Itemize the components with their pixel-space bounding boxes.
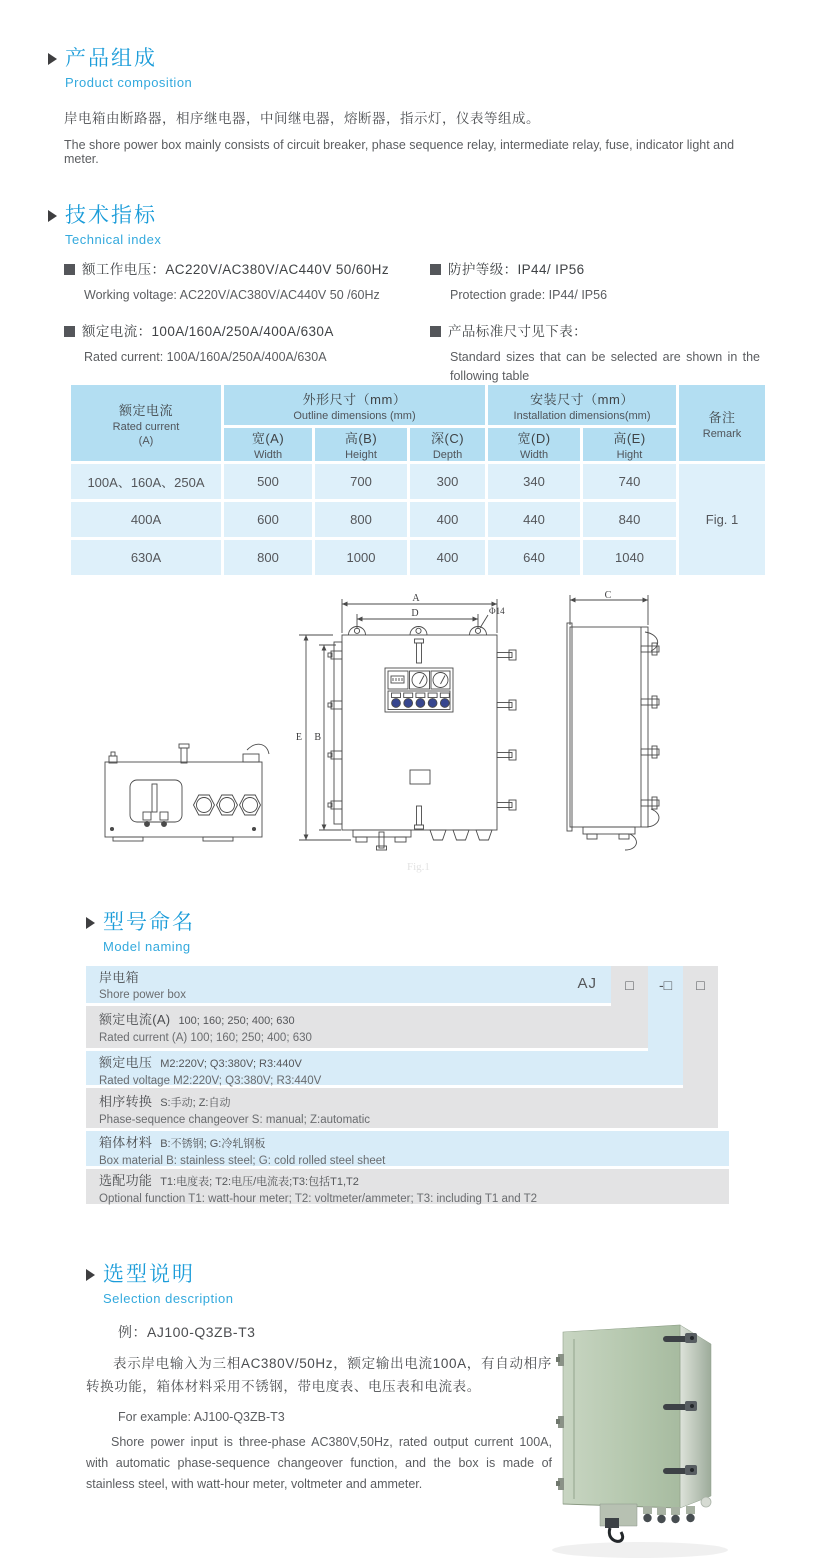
section-title-zh: 型号命名 [103, 911, 195, 934]
model-row-rated-voltage: 额定电压 M2:220V; Q3:380V; R3:440V Rated voltage M2:220V; Q3:380V; R3:440V [86, 1051, 683, 1085]
indicator-lights [392, 693, 450, 707]
model-row-rated-current: 额定电流(A) 100; 160; 250; 400; 630 Rated current (A) 100; 160; 250; 400; 630 [86, 1006, 648, 1048]
section-title-zh: 技术指标 [65, 204, 157, 227]
dim-label-d: D [411, 608, 419, 619]
table-row [71, 540, 765, 575]
dimension-labels [296, 590, 612, 873]
section-title-en: Product composition [65, 75, 193, 90]
bottom-view-drawing [105, 744, 269, 841]
cell-value: 1000 [315, 540, 407, 575]
cell-value: 1040 [583, 540, 676, 575]
front-view-drawing [299, 599, 516, 850]
section-title-en: Model naming [103, 939, 191, 954]
dim-label-a: A [412, 593, 420, 604]
box-side-face [680, 1325, 711, 1508]
cell-remark: Fig. 1 [679, 464, 765, 575]
hinge [556, 1478, 564, 1490]
cell-value: 440 [488, 502, 580, 537]
th-width-a: 宽(A) Width [224, 428, 312, 461]
section-arrow-icon [86, 1269, 95, 1281]
spec-protection-grade-en: Protection grade: IP44/ IP56 [450, 288, 608, 302]
model-prefix: AJ [577, 975, 597, 992]
cell-value: 800 [224, 540, 312, 575]
section-arrow-icon [48, 210, 57, 222]
dim-label-c: C [604, 590, 612, 601]
dim-label-e: E [295, 732, 302, 743]
hinge [556, 1354, 564, 1366]
composition-paragraph-zh: 岸电箱由断路器，相序继电器，中间继电器，熔断器，指示灯，仪表等组成。 [64, 111, 540, 126]
square-bullet-icon [64, 264, 75, 275]
square-bullet-icon [430, 264, 441, 275]
figure-caption: Fig.1 [407, 861, 430, 873]
square-bullet-icon [430, 326, 441, 337]
model-row-shore-power-box: 岸电箱 Shore power box AJ [86, 966, 611, 1003]
cell-value: 700 [315, 464, 407, 499]
selection-body [86, 1322, 552, 1495]
spec-standard-sizes-en: Standard sizes that can be selected are shown in the following table [450, 350, 760, 383]
cable-glands [643, 1506, 695, 1523]
section-selection-description [86, 1262, 556, 1495]
cell-value: 400 [410, 502, 485, 537]
spec-standard-sizes-zh: 产品标准尺寸见下表： [430, 320, 768, 340]
section-header [48, 46, 768, 90]
section-model-naming [86, 910, 776, 954]
cell-value: 800 [315, 502, 407, 537]
th-rated-current: 额定电流 Rated current (A) [71, 385, 221, 461]
cell-current: 630A [71, 540, 221, 575]
spec-working-voltage-en: Working voltage: AC220V/AC380V/AC440V 50 /60Hz [84, 288, 380, 302]
table-row [71, 464, 765, 499]
model-row-optional-function: 选配功能 T1:电度表; T2:电压/电流表;T3:包括T1,T2 Optional function T1: watt-hour meter; T2: voltmeter/ammeter; T3: including T1 and T2 [86, 1169, 729, 1204]
dim-label-b: B [314, 732, 321, 743]
cell-value: 340 [488, 464, 580, 499]
th-remark: 备注 Remark [679, 385, 765, 461]
box-front-door [563, 1325, 680, 1508]
th-outline-dimensions: 外形尺寸（mm） Outline dimensions (mm) [224, 385, 485, 425]
section-title-zh: 选型说明 [103, 1263, 195, 1286]
composition-paragraph-en: The shore power box mainly consists of circuit breaker, phase sequence relay, intermediate relay, fuse, indicator light and meter. [64, 138, 735, 166]
selection-paragraph-en: Shore power input is three-phase AC380V,50Hz, rated output current 100A, with automatic phase-sequence changeover function, and the box is made of stainless steel, with watt-hour meter, voltmeter and ammeter. [86, 1435, 552, 1491]
code-placeholder-3: □ [696, 976, 705, 993]
section-technical-index [48, 203, 768, 383]
spec-column-left [64, 258, 414, 382]
th-height-e: 高(E) Hight [583, 428, 676, 461]
spec-protection-grade-zh: 防护等级：IP44/ IP56 [430, 258, 768, 278]
code-placeholder-1: □ [625, 976, 634, 993]
spec-rated-current-zh: 额定电流：100A/160A/250A/400A/630A [64, 320, 414, 340]
cell-value: 640 [488, 540, 580, 575]
section-header [48, 203, 768, 247]
th-height-b: 高(B) Height [315, 428, 407, 461]
spec-working-voltage-zh: 额工作电压：AC220V/AC380V/AC440V 50/60Hz [64, 258, 414, 278]
th-depth-c: 深(C) Depth [410, 428, 485, 461]
model-naming-diagram [86, 966, 729, 1204]
cell-value: 400 [410, 540, 485, 575]
dimension-table [68, 382, 768, 578]
latches [497, 650, 516, 810]
cell-value: 840 [583, 502, 676, 537]
cell-value: 600 [224, 502, 312, 537]
hinge [556, 1416, 564, 1428]
cell-value: 300 [410, 464, 485, 499]
code-placeholder-2: -□ [658, 976, 673, 993]
section-title-zh: 产品组成 [65, 47, 157, 70]
section-arrow-icon [86, 917, 95, 929]
section-arrow-icon [48, 53, 57, 65]
th-installation-dimensions: 安装尺寸（mm） Installation dimensions(mm) [488, 385, 676, 425]
square-bullet-icon [64, 326, 75, 337]
cell-value: 500 [224, 464, 312, 499]
technical-drawings [85, 588, 685, 880]
selection-paragraph-zh: 表示岸电输入为三相AC380V/50Hz，额定输出电流100A，有自动相序转换功能，箱体材料采用不锈钢，带电度表、电压表和电流表。 [86, 1356, 552, 1394]
model-row-box-material: 箱体材料 B:不锈钢; G:冷轧钢板 Box material B: stainless steel; G: cold rolled steel sheet [86, 1131, 729, 1166]
product-photo [545, 1298, 807, 1568]
spec-rated-current-en: Rated current: 100A/160A/250A/400A/630A [84, 350, 327, 364]
spec-column-right [430, 258, 768, 401]
bracket-clamp [605, 1518, 619, 1528]
side-view-drawing [567, 595, 659, 850]
section-product-composition [48, 46, 768, 166]
selection-example-en: For example: AJ100-Q3ZB-T3 [118, 1410, 285, 1424]
bracket-hook [609, 1528, 622, 1541]
model-row-phase-sequence: 相序转换 S:手动; Z:自动 Phase-sequence changeover S: manual; Z:automatic [86, 1088, 718, 1128]
shadow [552, 1542, 728, 1558]
side-gland [701, 1497, 711, 1507]
section-title-en: Selection description [103, 1291, 234, 1306]
cell-value: 740 [583, 464, 676, 499]
table-row [71, 502, 765, 537]
hole-diameter-label: Φ14 [489, 606, 505, 616]
hinges [328, 651, 342, 809]
cell-current: 400A [71, 502, 221, 537]
section-header [86, 1262, 556, 1306]
section-title-en: Technical index [65, 232, 162, 247]
cell-current: 100A、160A、250A [71, 464, 221, 499]
section-header [86, 910, 776, 954]
selection-example-zh: 例：AJ100-Q3ZB-T3 [118, 1324, 256, 1340]
th-width-d: 宽(D) Width [488, 428, 580, 461]
